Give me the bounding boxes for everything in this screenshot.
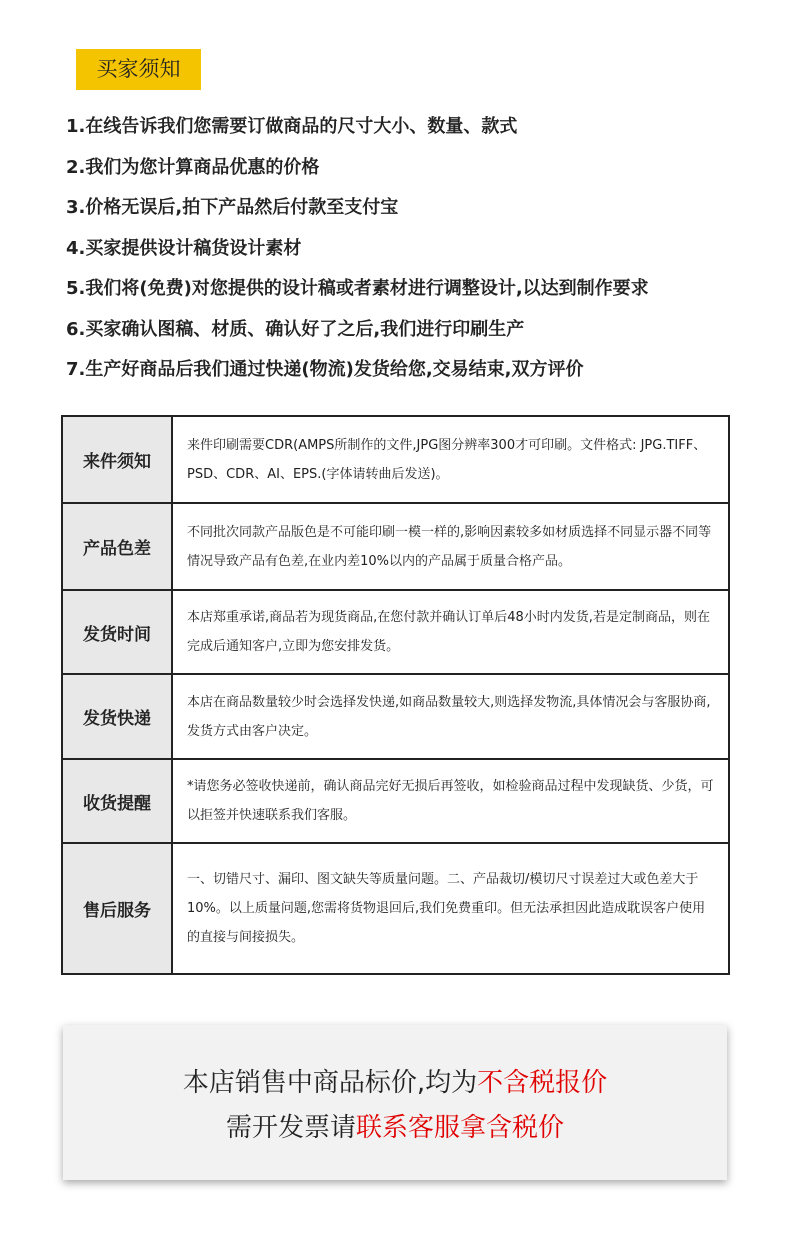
notice-text: 需开发票请 — [225, 1113, 356, 1143]
row-text: 来件印刷需要CDR(AMPS所制作的文件,JPG图分辨率300才可印刷。文件格式: JPG.TIFF、PSD、CDR、AI、EPS.(字体请转曲后发送)。 — [172, 416, 729, 503]
row-label: 发货时间 — [62, 590, 172, 674]
row-text: 一、切错尺寸、漏印、图文缺失等质量问题。二、产品裁切/模切尺寸误差过大或色差大于10%。以上质量问题,您需将货物退回后,我们免费重印。但无法承担因此造成耽误客户使用的直接与间接损失。 — [172, 843, 729, 974]
table-row — [62, 590, 729, 674]
table-row — [62, 674, 729, 759]
table-row — [62, 503, 729, 590]
table-row — [62, 416, 729, 503]
row-label: 来件须知 — [62, 416, 172, 503]
notice-highlight: 不含税报价 — [477, 1068, 608, 1098]
row-text: 不同批次同款产品版色是不可能印刷一模一样的,影响因素较多如材质选择不同显示器不同等情况导致产品有色差,在业内差10%以内的产品属于质量合格产品。 — [172, 503, 729, 590]
step-item: 5.我们将(免费)对您提供的设计稿或者素材进行调整设计,以达到制作要求 — [66, 278, 649, 299]
notice-line-2 — [63, 1106, 727, 1151]
price-notice-card — [63, 1025, 727, 1180]
steps-list — [66, 112, 649, 396]
step-item: 2.我们为您计算商品优惠的价格 — [66, 156, 320, 178]
row-label: 售后服务 — [62, 843, 172, 974]
row-label: 产品色差 — [62, 503, 172, 590]
step-item: 7.生产好商品后我们通过快递(物流)发货给您,交易结束,双方评价 — [66, 359, 584, 380]
notice-text: 本店销售中商品标价,均为 — [182, 1068, 478, 1098]
row-text: 本店郑重承诺,商品若为现货商品,在您付款并确认订单后48小时内发货,若是定制商品，则在完成后通知客户,立即为您安排发货。 — [172, 590, 729, 674]
step-item: 6.买家确认图稿、材质、确认好了之后,我们进行印刷生产 — [66, 318, 525, 340]
row-text: 本店在商品数量较少时会选择发快递,如商品数量较大,则选择发物流,具体情况会与客服协商,发货方式由客户决定。 — [172, 674, 729, 759]
step-item: 1.在线告诉我们您需要订做商品的尺寸大小、数量、款式 — [66, 116, 518, 137]
step-item: 4.买家提供设计稿货设计素材 — [66, 237, 302, 259]
table-row — [62, 843, 729, 974]
row-text: *请您务必签收快递前，确认商品完好无损后再签收，如检验商品过程中发现缺货、少货，可以拒签并快速联系我们客服。 — [172, 759, 729, 843]
table-row — [62, 759, 729, 843]
row-label: 发货快递 — [62, 674, 172, 759]
info-table — [61, 415, 730, 975]
step-item: 3.价格无误后,拍下产品然后付款至支付宝 — [66, 197, 399, 218]
row-label: 收货提醒 — [62, 759, 172, 843]
notice-highlight: 联系客服拿含税价 — [356, 1113, 565, 1143]
section-title: 买家须知 — [76, 49, 201, 90]
notice-line-1 — [63, 1061, 727, 1106]
